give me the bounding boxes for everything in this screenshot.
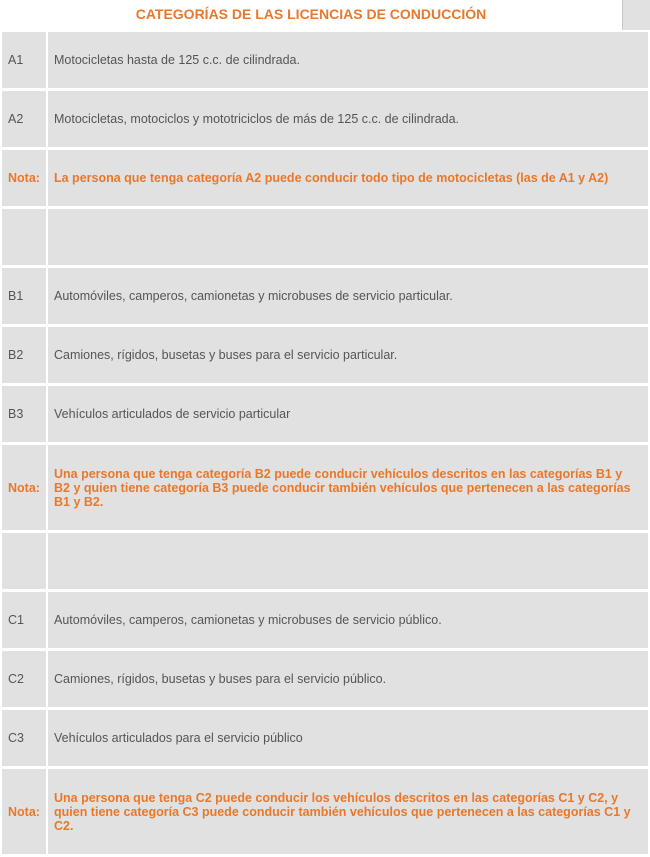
table-row	[2, 91, 648, 147]
blank-row	[2, 209, 648, 265]
table-row	[2, 651, 648, 707]
note-row	[2, 150, 648, 206]
license-categories-table	[0, 29, 650, 857]
header-corner-cell	[622, 0, 650, 30]
page-title: CATEGORÍAS DE LAS LICENCIAS DE CONDUCCIÓN	[0, 0, 622, 29]
note-text: Una persona que tenga categoría B2 puede conducir vehículos descritos en las categorías B1 y B2 y quien tiene categoría B3 puede conducir también vehículos que pertenecen a las categorías B1 y B2.	[48, 445, 648, 530]
category-code: A2	[2, 91, 46, 147]
blank-row	[2, 533, 648, 589]
category-description: Camiones, rígidos, busetas y buses para el servicio público.	[48, 651, 648, 707]
category-description: Vehículos articulados para el servicio público	[48, 710, 648, 766]
blank-cell	[48, 209, 648, 265]
table-row	[2, 32, 648, 88]
category-description: Camiones, rígidos, busetas y buses para el servicio particular.	[48, 327, 648, 383]
blank-cell	[48, 533, 648, 589]
category-code: B3	[2, 386, 46, 442]
table-row	[2, 710, 648, 766]
category-description: Automóviles, camperos, camionetas y microbuses de servicio particular.	[48, 268, 648, 324]
category-code: B2	[2, 327, 46, 383]
blank-cell	[2, 533, 46, 589]
category-code: B1	[2, 268, 46, 324]
category-description: Motocicletas, motociclos y mototriciclos de más de 125 c.c. de cilindrada.	[48, 91, 648, 147]
note-text: Una persona que tenga C2 puede conducir los vehículos descritos en las categorías C1 y C2, y quien tiene categoría C3 puede conducir también vehículos que pertenecen a las categorías C1 y C2.	[48, 769, 648, 854]
note-label: Nota:	[2, 445, 46, 530]
table-row	[2, 592, 648, 648]
note-label: Nota:	[2, 150, 46, 206]
table-row	[2, 327, 648, 383]
note-text: La persona que tenga categoría A2 puede conducir todo tipo de motocicletas (las de A1 y A2)	[48, 150, 648, 206]
category-description: Motocicletas hasta de 125 c.c. de cilindrada.	[48, 32, 648, 88]
table-row	[2, 386, 648, 442]
category-description: Automóviles, camperos, camionetas y microbuses de servicio público.	[48, 592, 648, 648]
category-code: C3	[2, 710, 46, 766]
table-row	[2, 268, 648, 324]
category-code: A1	[2, 32, 46, 88]
note-row	[2, 445, 648, 530]
note-row	[2, 769, 648, 854]
category-code: C2	[2, 651, 46, 707]
note-label: Nota:	[2, 769, 46, 854]
blank-cell	[2, 209, 46, 265]
category-code: C1	[2, 592, 46, 648]
category-description: Vehículos articulados de servicio particular	[48, 386, 648, 442]
